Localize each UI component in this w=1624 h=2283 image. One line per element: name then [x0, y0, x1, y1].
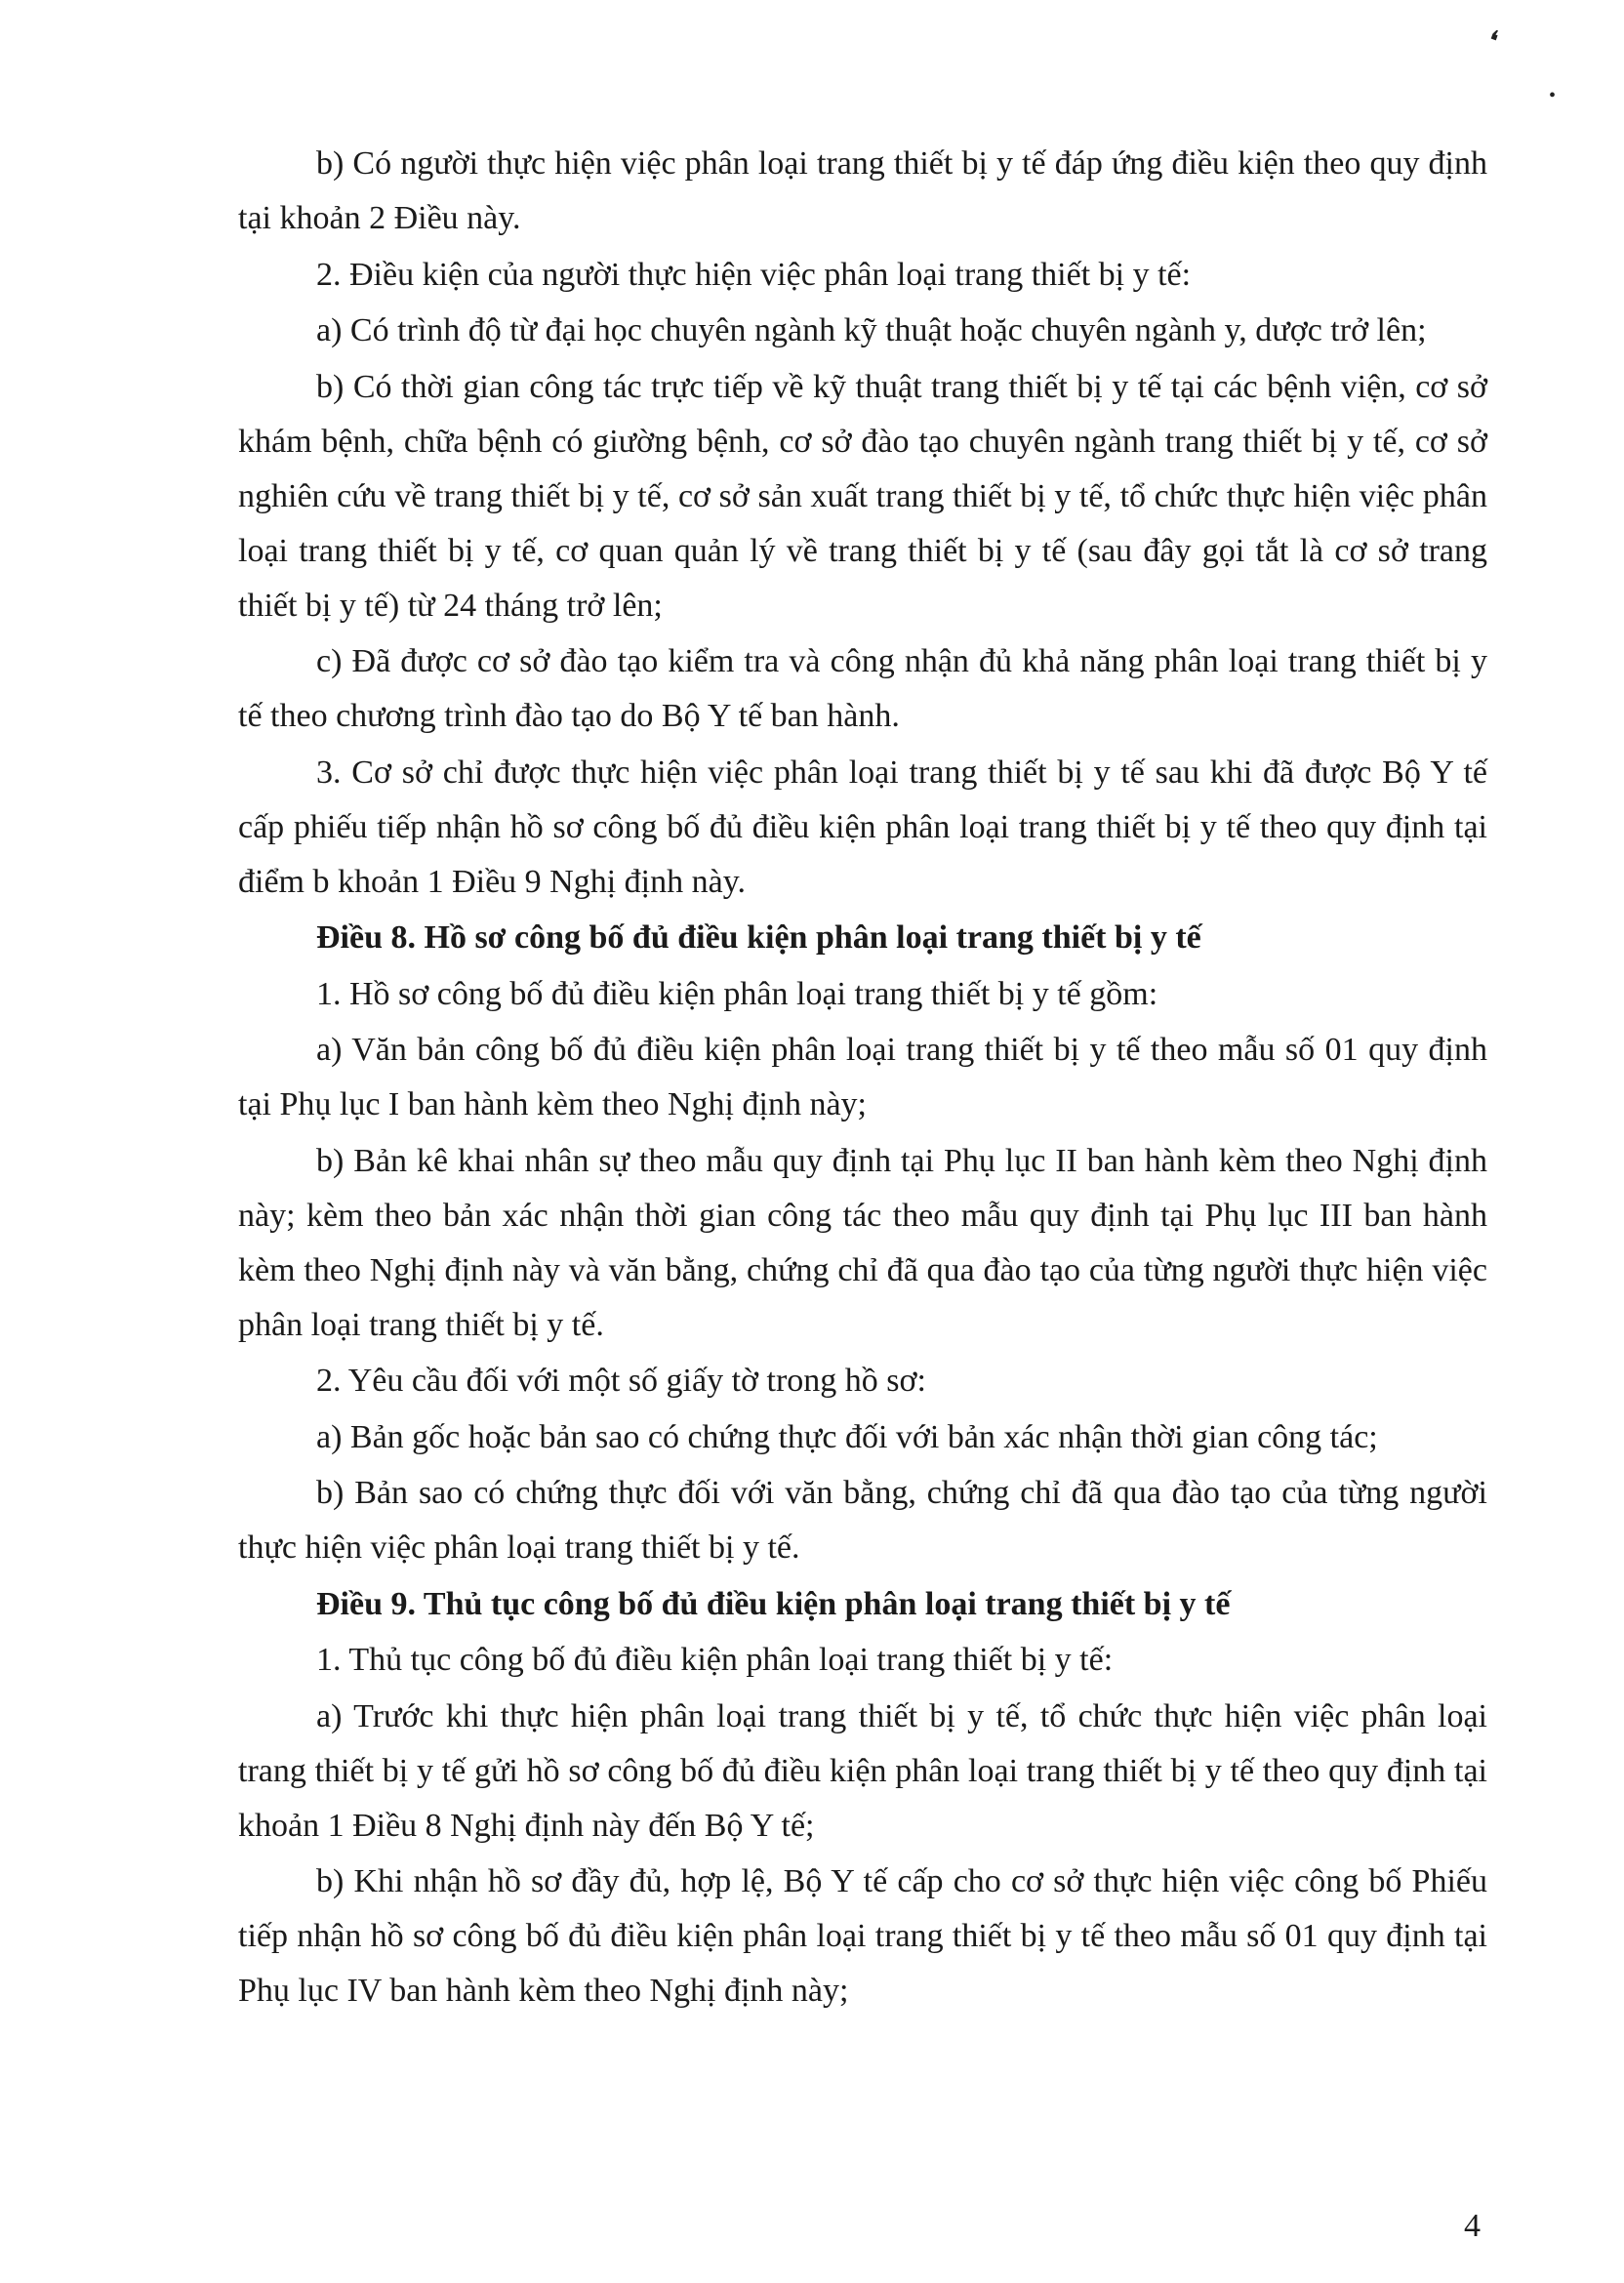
- paragraph: b) Khi nhận hồ sơ đầy đủ, hợp lệ, Bộ Y tế cấp cho cơ sở thực hiện việc công bố Phiếu tiếp nhận hồ sơ công bố đủ điều kiện phân loại trang thiết bị y tế theo mẫu số 01 quy định tại Phụ lục IV ban hành kèm theo Nghị định này;: [238, 1863, 1487, 2009]
- paragraph: b) Có thời gian công tác trực tiếp về kỹ thuật trang thiết bị y tế tại các bệnh viện, cơ sở khám bệnh, chữa bệnh có giường bệnh, cơ sở đào tạo chuyên ngành trang thiết bị y tế, cơ sở nghiên cứu về trang thiết bị y tế, cơ sở sản xuất trang thiết bị y tế, tổ chức thực hiện việc phân loại trang thiết bị y tế, cơ quan quản lý về trang thiết bị y tế (sau đây gọi tắt là cơ sở trang thiết bị y tế) từ 24 tháng trở lên;: [238, 368, 1487, 624]
- paragraph: b) Bản kê khai nhân sự theo mẫu quy định tại Phụ lục II ban hành kèm theo Nghị định này; kèm theo bản xác nhận thời gian công tác theo mẫu quy định tại Phụ lục III ban hành kèm theo Nghị định này và văn bằng, chứng chỉ đã qua đào tạo của từng người thực hiện việc phân loại trang thiết bị y tế.: [238, 1142, 1487, 1343]
- paragraph: 1. Hồ sơ công bố đủ điều kiện phân loại trang thiết bị y tế gồm:: [316, 975, 1158, 1012]
- paragraph: b) Có người thực hiện việc phân loại trang thiết bị y tế đáp ứng điều kiện theo quy định tại khoản 2 Điều này.: [238, 145, 1487, 236]
- paragraph: 1. Thủ tục công bố đủ điều kiện phân loại trang thiết bị y tế:: [316, 1642, 1114, 1678]
- paragraph: a) Trước khi thực hiện phân loại trang thiết bị y tế, tổ chức thực hiện việc phân loại trang thiết bị y tế gửi hồ sơ công bố đủ điều kiện phân loại trang thiết bị y tế theo quy định tại khoản 1 Điều 8 Nghị định này đến Bộ Y tế;: [238, 1697, 1487, 1844]
- article-heading: Điều 8. Hồ sơ công bố đủ điều kiện phân loại trang thiết bị y tế: [316, 919, 1201, 956]
- article-heading: Điều 9. Thủ tục công bố đủ điều kiện phân loại trang thiết bị y tế: [316, 1585, 1231, 1622]
- page-number: 4: [1464, 2208, 1481, 2244]
- document-body: [238, 137, 1487, 2020]
- scan-mark: •: [1549, 85, 1557, 106]
- paragraph: a) Văn bản công bố đủ điều kiện phân loại trang thiết bị y tế theo mẫu số 01 quy định tại Phụ lục I ban hành kèm theo Nghị định này;: [238, 1032, 1487, 1122]
- paragraph: b) Bản sao có chứng thực đối với văn bằng, chứng chỉ đã qua đào tạo của từng người thực hiện việc phân loại trang thiết bị y tế.: [238, 1475, 1487, 1566]
- paragraph: 3. Cơ sở chỉ được thực hiện việc phân loại trang thiết bị y tế sau khi đã được Bộ Y tế cấp phiếu tiếp nhận hồ sơ công bố đủ điều kiện phân loại trang thiết bị y tế theo quy định tại điểm b khoản 1 Điều 9 Nghị định này.: [238, 754, 1487, 900]
- paragraph: a) Bản gốc hoặc bản sao có chứng thực đối với bản xác nhận thời gian công tác;: [316, 1418, 1378, 1455]
- scan-mark: ❛: [1482, 24, 1503, 59]
- paragraph: c) Đã được cơ sở đào tạo kiểm tra và công nhận đủ khả năng phân loại trang thiết bị y tế theo chương trình đào tạo do Bộ Y tế ban hành.: [238, 643, 1487, 734]
- paragraph: 2. Yêu cầu đối với một số giấy tờ trong hồ sơ:: [316, 1363, 926, 1399]
- paragraph: 2. Điều kiện của người thực hiện việc phân loại trang thiết bị y tế:: [316, 256, 1192, 293]
- paragraph: a) Có trình độ từ đại học chuyên ngành kỹ thuật hoặc chuyên ngành y, dược trở lên;: [316, 312, 1427, 348]
